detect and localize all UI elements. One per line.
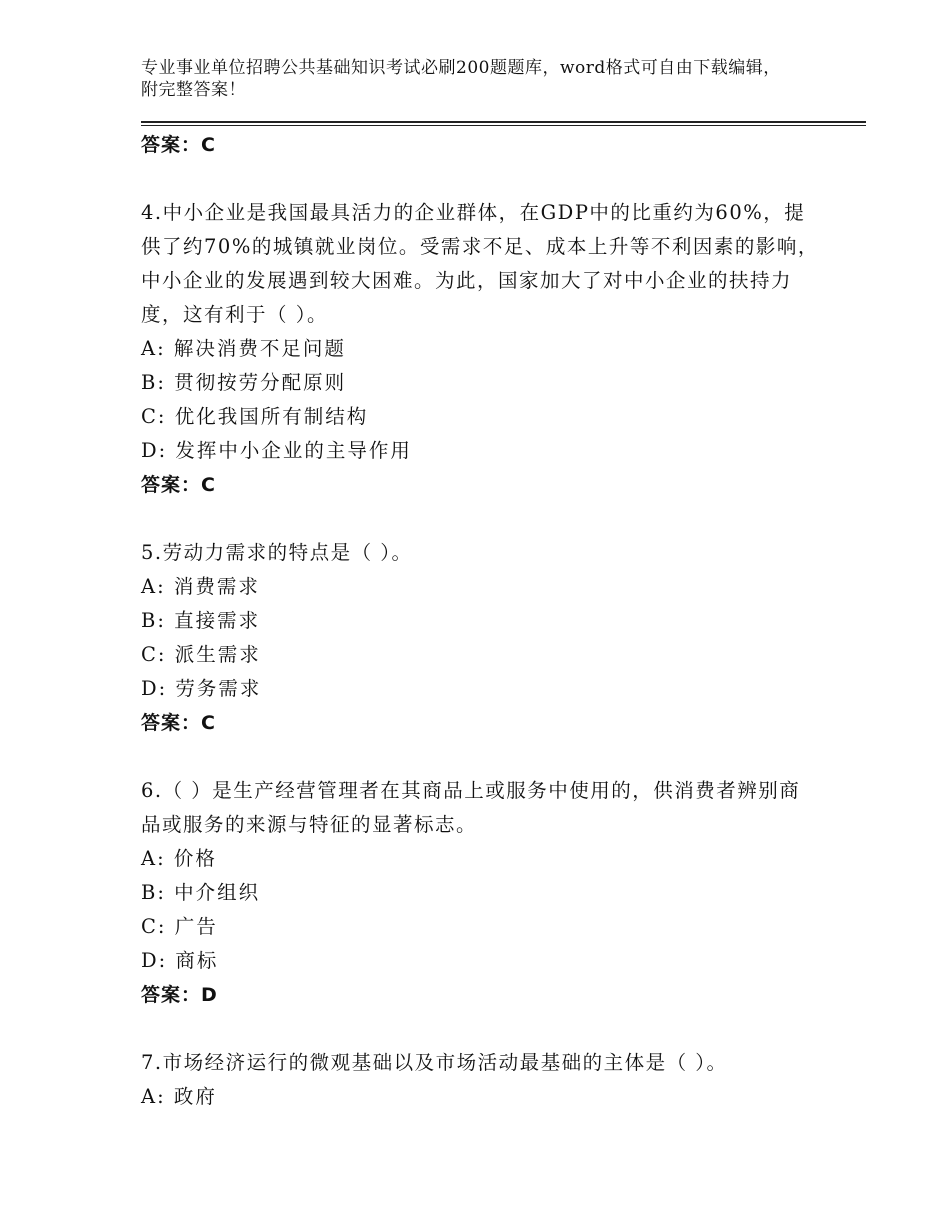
question-text: 4.中小企业是我国最具活力的企业群体，在GDP中的比重约为60%，提供了约70%的城镇就业岗位。受需求不足、成本上升等不利因素的影响，中小企业的发展遇到较大困难。为此，国家加大了对中小企业的扶持力度，这有利于（ ）。 — [141, 201, 819, 326]
option-c: C: 优化我国所有制结构 — [141, 405, 369, 428]
option-b: B: 中介组织 — [141, 881, 261, 904]
question-4 — [141, 196, 821, 502]
option-d: D: 商标 — [141, 949, 219, 972]
answer-line: 答案：C — [141, 474, 216, 496]
answer-line: 答案：C — [141, 712, 216, 734]
document-content — [141, 128, 821, 1114]
question-6 — [141, 774, 821, 1012]
answer-line: 答案：D — [141, 984, 218, 1006]
option-a: A: 政府 — [141, 1085, 217, 1108]
answer-line: 答案：C — [141, 134, 216, 156]
option-d: D: 发挥中小企业的主导作用 — [141, 439, 412, 462]
question-7 — [141, 1046, 821, 1114]
option-c: C: 广告 — [141, 915, 218, 938]
option-c: C: 派生需求 — [141, 643, 261, 666]
question-text: 7.市场经济运行的微观基础以及市场活动最基础的主体是（ ）。 — [141, 1051, 728, 1074]
option-a: A: 解决消费不足问题 — [141, 337, 346, 360]
option-b: B: 贯彻按劳分配原则 — [141, 371, 347, 394]
question-text: 6.（ ）是生产经营管理者在其商品上或服务中使用的，供消费者辨别商品或服务的来源与特征的显著标志。 — [141, 779, 801, 836]
question-5 — [141, 536, 821, 740]
question-text: 5.劳动力需求的特点是（ ）。 — [141, 541, 413, 564]
option-a: A: 消费需求 — [141, 575, 260, 598]
option-d: D: 劳务需求 — [141, 677, 262, 700]
header-rule-thin — [141, 125, 866, 126]
option-a: A: 价格 — [141, 847, 217, 870]
header-rule-thick — [141, 121, 866, 123]
option-b: B: 直接需求 — [141, 609, 261, 632]
document-header: 专业事业单位招聘公共基础知识考试必刷200题题库，word格式可自由下载编辑，附完整答案！ — [141, 58, 781, 100]
